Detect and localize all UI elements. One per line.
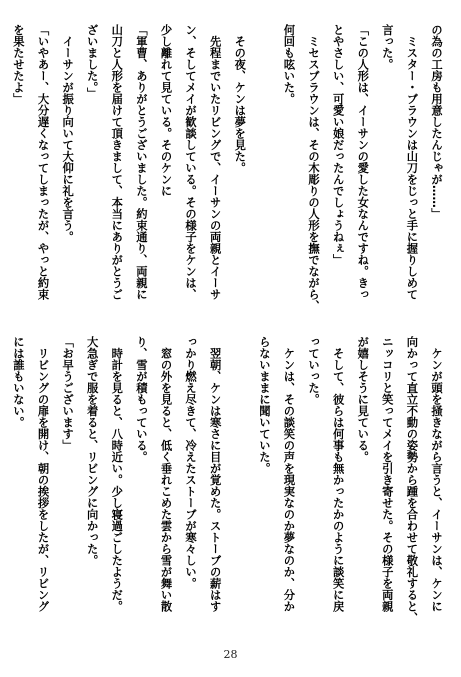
text-column: には誰もいない。 (11, 336, 25, 428)
text-column: そして、彼らは何事も無かったかのように談笑に戻 (331, 336, 345, 612)
text-column: 先程までいたリビングで、イーサンの両親とイーサ (208, 24, 222, 300)
text-column: 窓の外を見ると、低く垂れこめた雲から雪が舞い散 (159, 336, 173, 612)
text-column: っていった。 (307, 336, 321, 405)
text-column: 何回も呟いた。 (282, 24, 296, 105)
text-column: ミスター・ブラウンは山刀をじっと手に握りしめて (405, 24, 419, 300)
text-column: とやさしい、可愛い娘だったんでしょうねぇ」 (331, 24, 345, 266)
text-column: 時計を見ると、八時近い。少し寝過ごしたようだ。 (110, 336, 124, 612)
text-column: ン、そしてメイが歓談している。その様子をケンは、 (184, 24, 198, 300)
text-column: 「軍曹、ありがとうございました。約束通り、両親に (134, 24, 148, 300)
text-column: 「この人形は、イーサンの愛した女なんですね。きっ (356, 24, 370, 300)
text-column: ケンは、その談笑の声を現実なのか夢なのか、分か (282, 336, 296, 612)
text-column: り、雪が積もっている。 (134, 336, 148, 463)
text-column: 少し離れて見ている。そのケンに (159, 24, 173, 197)
text-column: 向かって直立不動の姿勢から踵を合わせて敬礼すると、 (405, 336, 419, 624)
text-column: イーサンが振り向いて大仰に礼を言う。 (61, 24, 75, 243)
upper-text-block (8, 24, 448, 324)
lower-text-block (8, 336, 448, 636)
text-column: その夜、ケンは夢を見た。 (233, 24, 247, 174)
text-column: 山刀と人形を届けて頂きまして、本当にありがとうご (110, 24, 124, 300)
text-column: らないままに聞いていた。 (257, 336, 271, 474)
text-column: 「いやあー、大分遅くなってしまったが、やっと約束 (36, 24, 50, 300)
text-column: を果たせたよ」 (11, 24, 25, 105)
text-column: が嬉しそうに見ている。 (356, 336, 370, 463)
text-column: っかり燃え尽きて、冷えたストーブが寒々しい。 (184, 336, 198, 589)
text-column: の為の工房も用意したんじゃが……」 (430, 24, 443, 220)
text-column: ざいました。」 (85, 24, 99, 99)
text-column (227, 336, 252, 636)
text-column: ニッコリと笑ってメイを引き寄せた。その様子を両親 (380, 336, 394, 612)
text-column: ケンが頭を掻きながら言うと、イーサンは、ケンに (430, 336, 443, 612)
page-number: 28 (223, 648, 238, 661)
text-column: ミセスブラウンは、その木彫りの人形を撫でながら、 (307, 24, 321, 312)
text-column: 言った。 (380, 24, 394, 70)
text-column: リビングの扉を開け、朝の挨拶をしたが、リビング (36, 336, 50, 612)
text-column: 「お早うございます」 (61, 336, 75, 451)
text-column: 大急ぎで服を着ると、リビングに向かった。 (85, 336, 99, 566)
text-column (251, 24, 276, 324)
text-column: 翌朝、ケンは寒さに目が覚めた。ストーブの薪はす (208, 336, 222, 612)
